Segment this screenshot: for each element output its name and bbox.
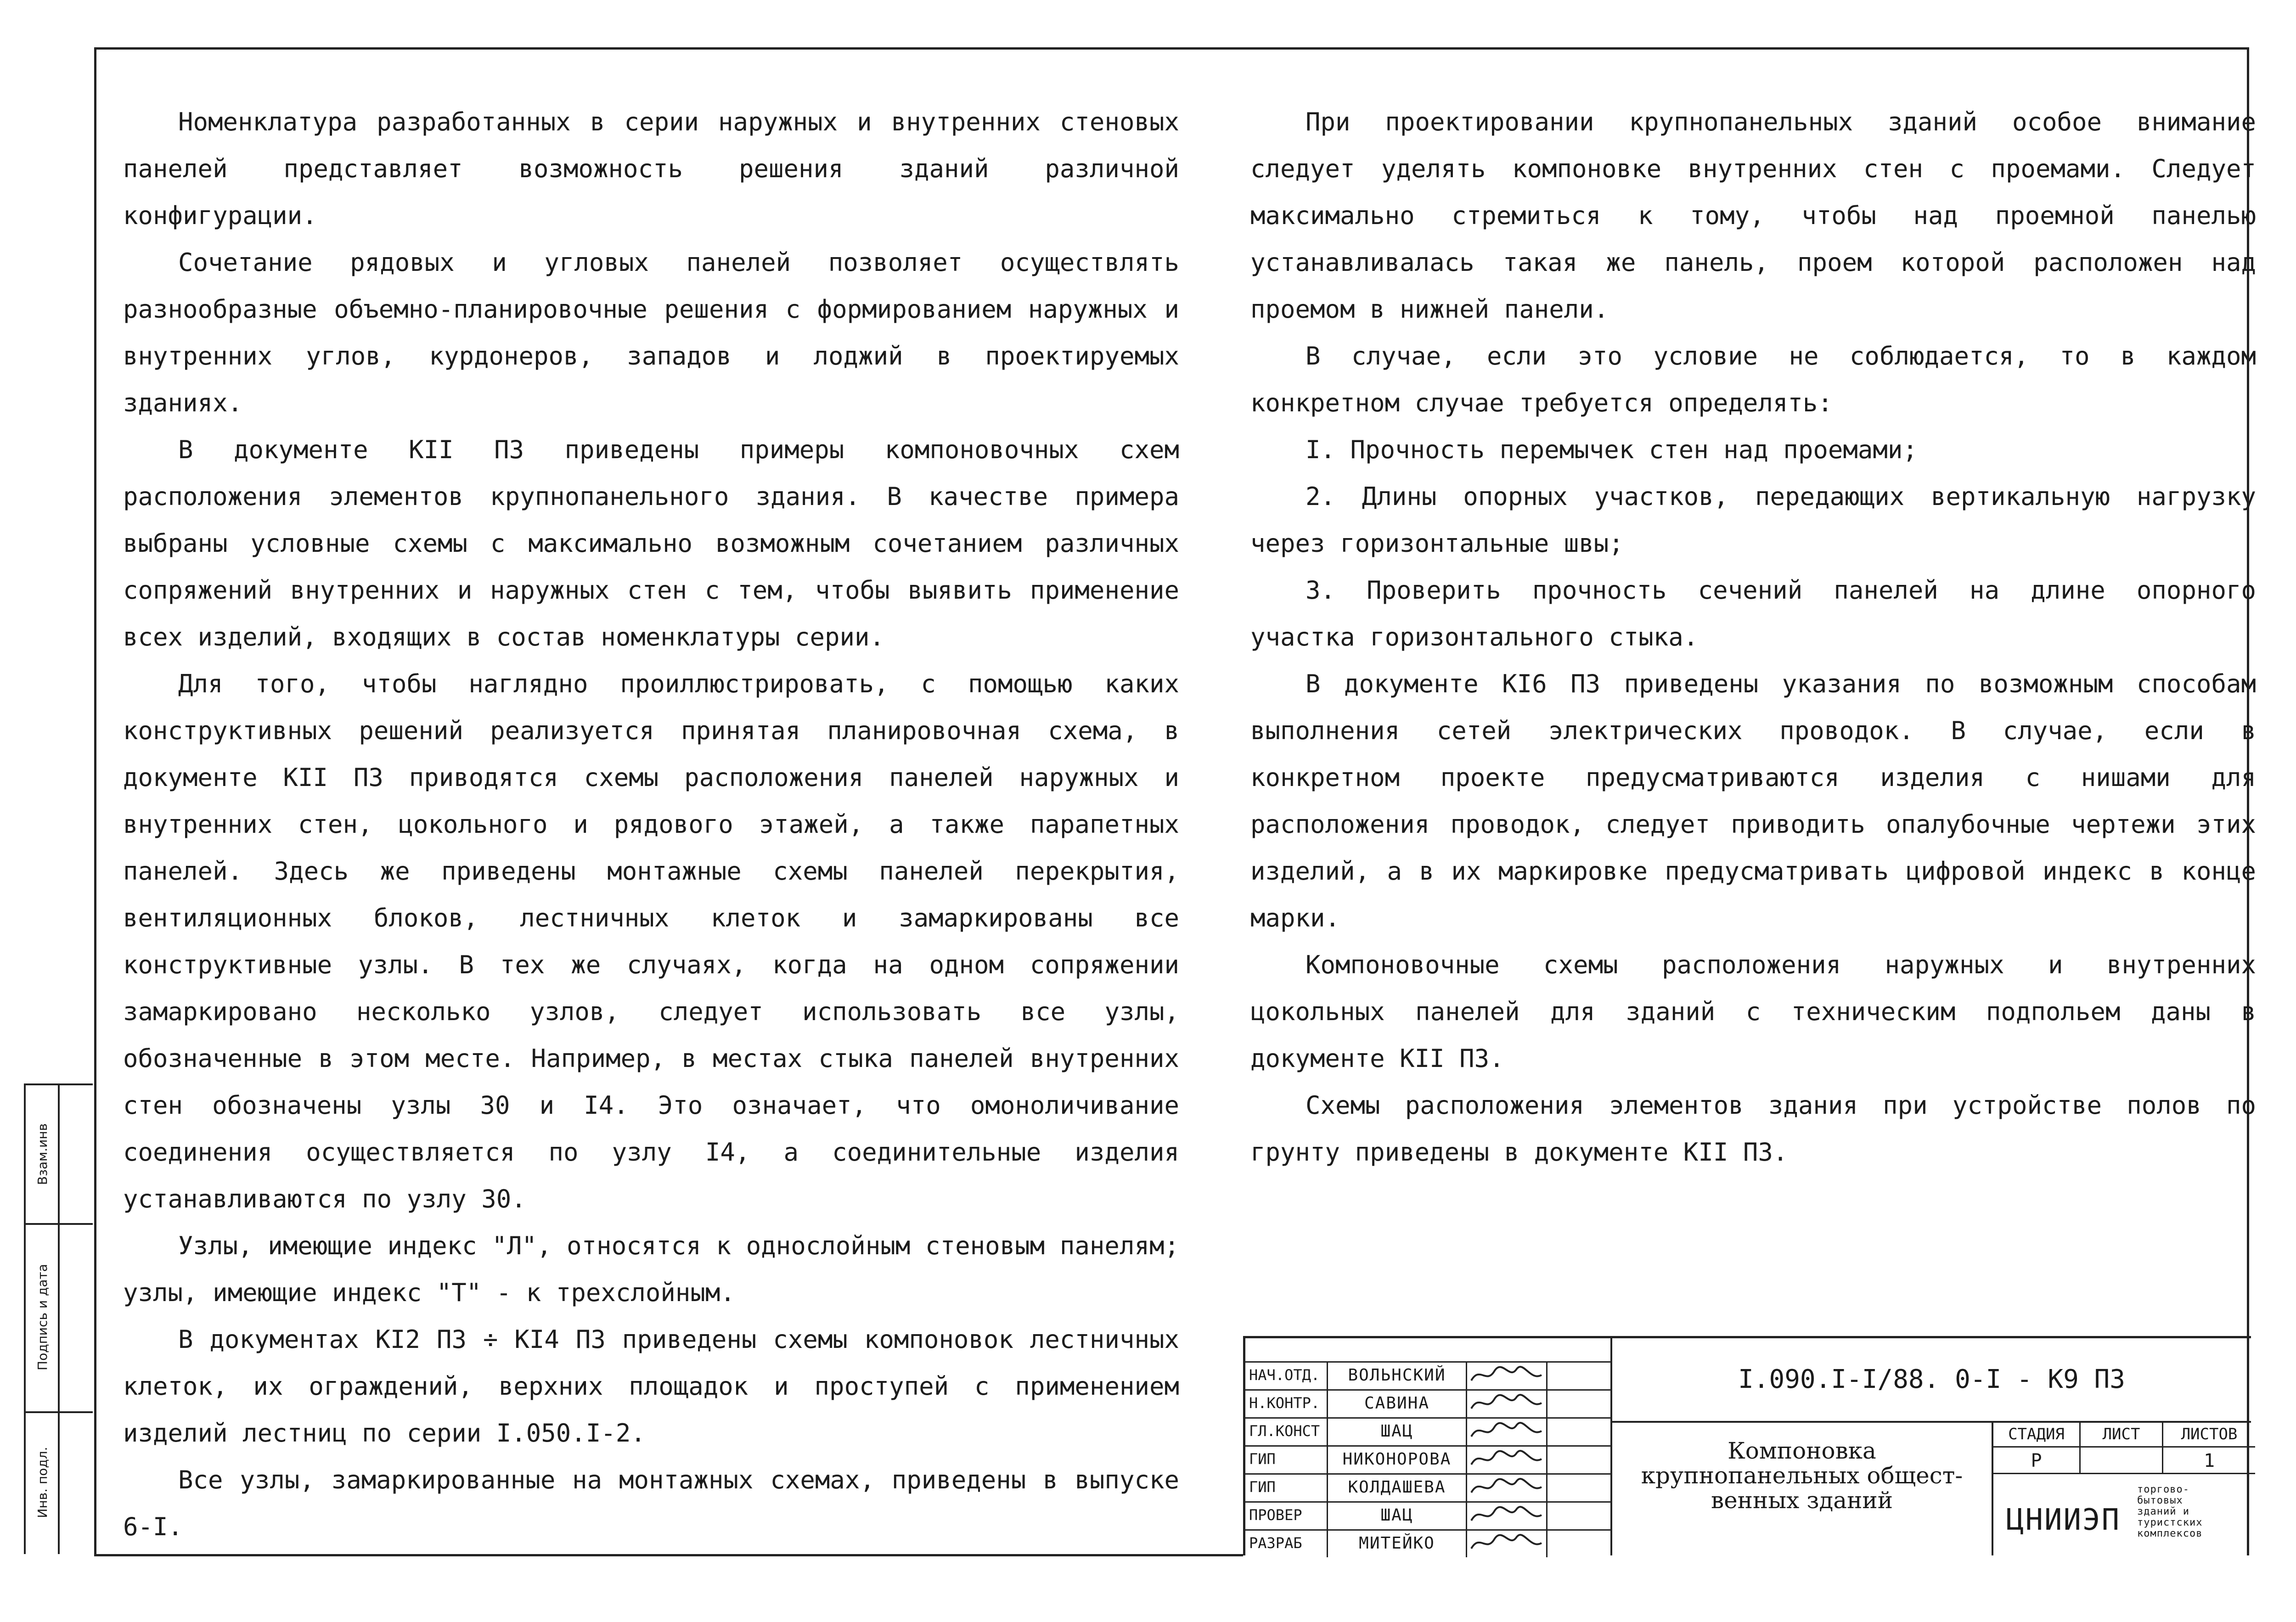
right-paragraph-3: I. Прочность перемычек стен над проемами; [1306, 435, 1918, 464]
vzam-label: Взам.инв [35, 1123, 50, 1185]
strip-row-line [26, 1223, 93, 1225]
org-desc-line: бытовых [2137, 1495, 2183, 1506]
right-text-column [1250, 99, 2256, 1176]
right-paragraph-6: В документе КI6 ПЗ приведены указания по возможным способам выполнения сетей электрических проводок. В случае, если в конкретном проекте предусматриваются изделия с нишами для расположения проводок, следует приводить опалубочные чертежи этих изделий, а в их маркировке предусматривать цифровой индекс в конце марки. [1250, 669, 2256, 932]
signature-row [1245, 1445, 1610, 1475]
handwritten-signature [1466, 1501, 1548, 1529]
signature-role: ГЛ.КОНСТ [1245, 1417, 1328, 1445]
signature-row [1245, 1473, 1610, 1503]
signature-date [1546, 1529, 1610, 1557]
sheet-header: ЛИСТ [2081, 1421, 2163, 1448]
sheet-value [2081, 1448, 2163, 1474]
handwritten-signature [1466, 1473, 1548, 1501]
strip-divider [58, 1085, 60, 1554]
right-paragraph-2: В случае, если это условие не соблюдается, то в каждом конкретном случае требуется определять: [1250, 342, 2256, 417]
left-paragraph-3: В документе КII ПЗ приведены примеры компоновочных схем расположения элементов крупнопанельного здания. В качестве примера выбраны условные схемы с максимально возможным сочетанием различных сопряжений внутренних и наружных стен с тем, чтобы выявить применение всех изделий, входящих в состав номенклатуры серии. [123, 435, 1179, 651]
right-paragraph-8: Схемы расположения элементов здания при устройстве полов по грунту приведены в документе КII ПЗ. [1250, 1091, 2256, 1167]
signature-name: САВИНА [1328, 1389, 1467, 1417]
signature-date [1546, 1445, 1610, 1473]
strip-row-line [26, 1411, 93, 1413]
signature-date [1546, 1417, 1610, 1445]
left-paragraph-2: Сочетание рядовых и угловых панелей позволяет осуществлять разнообразные объемно-планировочные решения с формированием наружных и внутренних углов, курдонеров, западов и лоджий в проектируемых зданиях. [123, 248, 1179, 417]
title-block [1243, 1336, 2251, 1555]
signature-date [1546, 1473, 1610, 1501]
signature-name: КОЛДАШЕВА [1328, 1473, 1467, 1501]
signature-role: Н.КОНТР. [1245, 1389, 1328, 1417]
left-paragraph-7: Все узлы, замаркированные на монтажных схемах, приведены в выпуске 6-I. [123, 1465, 1179, 1541]
handwritten-signature [1466, 1361, 1548, 1389]
document-code: I.090.I-I/88. 0-I - К9 ПЗ [1610, 1338, 2251, 1423]
signature-row [1245, 1417, 1610, 1447]
signature-date [1546, 1361, 1610, 1389]
org-desc-line: комплексов [2137, 1528, 2203, 1539]
signature-name: ШАЦ [1328, 1501, 1467, 1529]
podpis-label: Подпись и дата [35, 1264, 50, 1370]
signature-table [1245, 1338, 1610, 1555]
signature-role: ПРОВЕР [1245, 1501, 1328, 1529]
title-line-3: венных зданий [1711, 1487, 1893, 1514]
right-paragraph-4: 2. Длины опорных участков, передающих вертикальную нагрузку через горизонтальные швы; [1250, 482, 2256, 558]
left-paragraph-6: В документах КI2 ПЗ ÷ КI4 ПЗ приведены схемы компоновок лестничных клеток, их ограждений, верхних площадок и проступей с применением изделий лестниц по серии I.050.I-2. [123, 1325, 1179, 1448]
signature-role: НАЧ.ОТД. [1245, 1361, 1328, 1389]
sheets-value: 1 [2163, 1448, 2255, 1474]
handwritten-signature [1466, 1445, 1548, 1473]
signature-name: ВОЛЬНСКИЙ [1328, 1361, 1467, 1389]
signature-row [1245, 1529, 1610, 1557]
left-paragraph-5: Узлы, имеющие индекс "Л", относятся к однослойным стеновым панелям; узлы, имеющие индекс "Т" - к трехслойным. [123, 1231, 1179, 1307]
signature-row [1245, 1501, 1610, 1531]
handwritten-signature [1466, 1417, 1548, 1445]
organization-description [2133, 1474, 2251, 1555]
left-paragraph-4: Для того, чтобы наглядно проиллюстрировать, с помощью каких конструктивных решений реализуется принятая планировочная схема, в документе КII ПЗ приводятся схемы расположения панелей наружных и внутренних стен, цокольного и рядового этажей, а также парапетных панелей. Здесь же приведены монтажные схемы панелей перекрытия, вентиляционных блоков, лестничных клеток и замаркированы все конструктивные узлы. В тех же случаях, когда на одном сопряжении замаркировано несколько узлов, следует использовать все узлы, обозначенные в этом месте. Например, в местах стыка панелей внутренних стен обозначены узлы 30 и I4. Это означает, что омоноличивание соединения осуществляется по узлу I4, а соединительные изделия устанавливаются по узлу 30. [123, 669, 1179, 1213]
title-line-1: Компоновка [1728, 1437, 1876, 1464]
right-paragraph-7: Компоновочные схемы расположения наружных и внутренних цокольных панелей для зданий с техническим подпольем даны в документе КII ПЗ. [1250, 950, 2256, 1073]
document-title [1610, 1421, 1992, 1555]
stage-header: СТАДИЯ [1993, 1421, 2081, 1448]
signature-row [1245, 1361, 1610, 1391]
sheets-header: ЛИСТОВ [2163, 1421, 2255, 1448]
signature-name: НИКОНОРОВА [1328, 1445, 1467, 1473]
signature-date [1546, 1501, 1610, 1529]
signature-role: РАЗРАБ [1245, 1529, 1328, 1557]
org-desc-line: зданий и [2137, 1506, 2189, 1517]
handwritten-signature [1466, 1389, 1548, 1417]
signature-name: ШАЦ [1328, 1417, 1467, 1445]
org-desc-line: туристских [2137, 1517, 2203, 1528]
stage-grid [1992, 1421, 2251, 1555]
handwritten-signature [1466, 1529, 1548, 1557]
organization-name: ЦНИИЭП [2006, 1503, 2121, 1537]
inv-label: Инв. подл. [35, 1447, 50, 1518]
right-paragraph-5: 3. Проверить прочность сечений панелей на длине опорного участка горизонтального стыка. [1250, 576, 2256, 651]
signature-role: ГИП [1245, 1473, 1328, 1501]
signature-row [1245, 1389, 1610, 1419]
org-desc-line: торгово- [2137, 1484, 2189, 1495]
stage-value: Р [1993, 1448, 2081, 1474]
signature-date [1546, 1389, 1610, 1417]
title-line-2: крупнопанельных общест- [1641, 1462, 1963, 1489]
left-paragraph-1: Номенклатура разработанных в серии наружных и внутренних стеновых панелей представляет возможность решения зданий различной конфигурации. [123, 107, 1179, 230]
left-text-column [123, 99, 1179, 1550]
right-paragraph-1: При проектировании крупнопанельных зданий особое внимание следует уделять компоновке внутренних стен с проемами. Следует максимально стремиться к тому, чтобы над проемной панелью устанавливалась такая же панель, проем которой расположен над проемом в нижней панели. [1250, 107, 2256, 324]
signature-name: МИТЕЙКО [1328, 1529, 1467, 1557]
signature-header-row [1245, 1338, 1610, 1363]
side-stamp-strip [24, 1083, 93, 1554]
signature-role: ГИП [1245, 1445, 1328, 1473]
frame-bottom-line [94, 1554, 1243, 1556]
